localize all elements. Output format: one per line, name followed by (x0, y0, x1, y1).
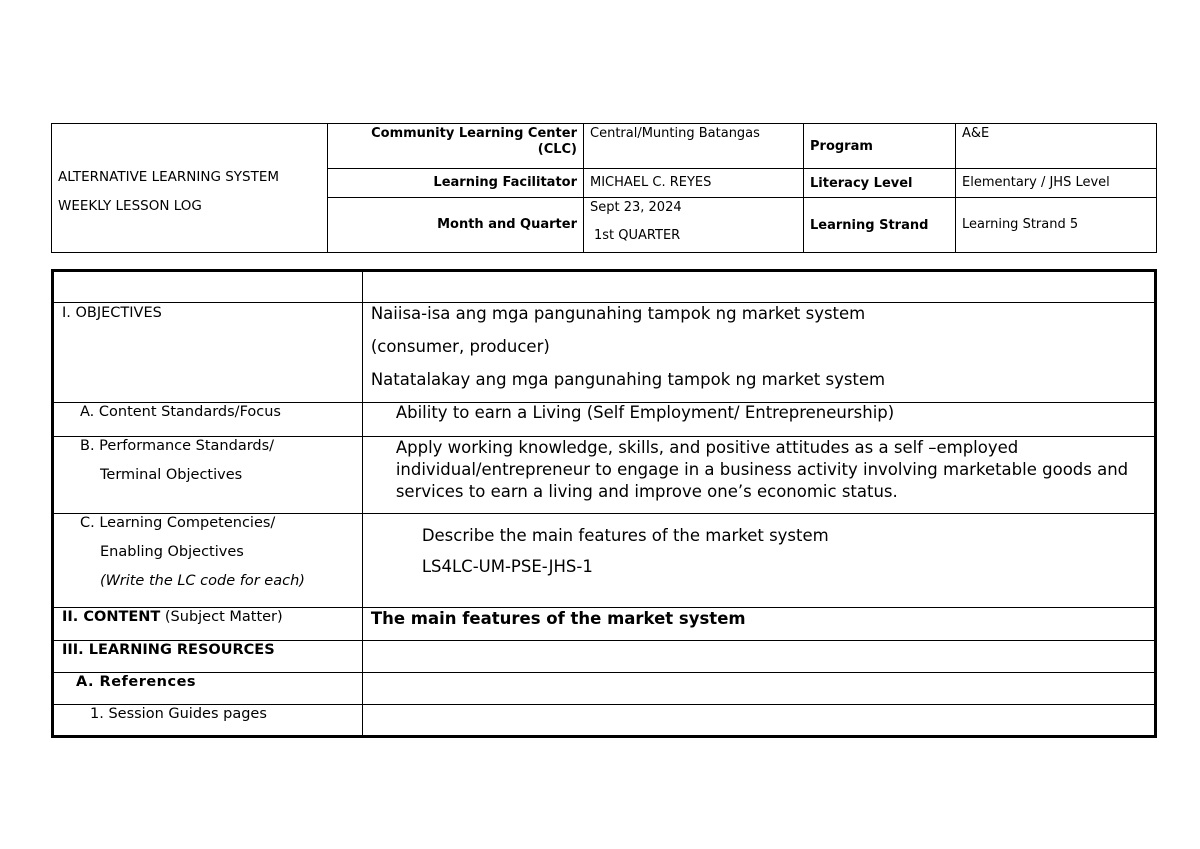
program-label: Program (804, 124, 956, 169)
literacy-value: Elementary / JHS Level (956, 169, 1157, 198)
competencies-label-3: (Write the LC code for each) (100, 573, 305, 589)
competencies-cell (362, 514, 1155, 608)
log-title: WEEKLY LESSON LOG (58, 198, 202, 214)
competencies-label-cell (53, 514, 363, 608)
competencies-row (53, 514, 1156, 608)
resources-row (53, 641, 1156, 673)
content-standards-label: A. Content Standards/Focus (53, 403, 363, 437)
content-label-suffix: (Subject Matter) (160, 609, 283, 625)
content-value: The main features of the market system (362, 608, 1155, 641)
strand-value: Learning Strand 5 (956, 198, 1157, 253)
clc-label: Community Learning Center (CLC) (328, 124, 584, 169)
references-label: A. References (53, 673, 363, 705)
performance-label-cell (53, 437, 363, 514)
performance-label-1: B. Performance Standards/ (80, 438, 275, 454)
content-label-cell (53, 608, 363, 641)
content-label: II. CONTENT (62, 609, 161, 625)
literacy-label: Literacy Level (804, 169, 956, 198)
performance-row (53, 437, 1156, 514)
month-quarter-cell (584, 198, 804, 253)
competencies-label-1: C. Learning Competencies/ (80, 515, 276, 531)
competencies-code: LS4LC-UM-PSE-JHS-1 (421, 557, 593, 576)
objectives-row (53, 303, 1156, 403)
clc-value: Central/Munting Batangas (584, 124, 804, 169)
facilitator-label: Learning Facilitator (328, 169, 584, 198)
lesson-table (51, 269, 1157, 738)
program-value: A&E (956, 124, 1157, 169)
objective-line-3: Natatalakay ang mga pangunahing tampok ng market system (370, 370, 886, 389)
competencies-value: Describe the main features of the market system (421, 526, 829, 545)
month-label: Month and Quarter (328, 198, 584, 253)
session-guides-row (53, 705, 1156, 737)
header-title-cell (52, 124, 328, 253)
strand-label: Learning Strand (804, 198, 956, 253)
content-standards-row (53, 403, 1156, 437)
objective-line-1: Naiisa-isa ang mga pangunahing tampok ng market system (370, 304, 866, 323)
content-row (53, 608, 1156, 641)
header-table (51, 123, 1157, 253)
performance-label-2: Terminal Objectives (100, 467, 243, 483)
resources-label: III. LEARNING RESOURCES (53, 641, 363, 673)
month-value: Sept 23, 2024 (590, 200, 682, 215)
competencies-label-2: Enabling Objectives (100, 544, 244, 560)
references-row (53, 673, 1156, 705)
content-standards-value: Ability to earn a Living (Self Employment/ Entrepreneurship) (362, 403, 1155, 437)
objective-line-2: (consumer, producer) (370, 337, 550, 356)
objectives-cell (362, 303, 1155, 403)
objectives-label: I. OBJECTIVES (53, 303, 363, 403)
system-title: ALTERNATIVE LEARNING SYSTEM (58, 169, 280, 185)
blank-header-row (53, 271, 1156, 303)
facilitator-value: MICHAEL C. REYES (584, 169, 804, 198)
performance-value: Apply working knowledge, skills, and positive attitudes as a self –employed individual/entrepreneur to engage in a business activity involving marketable goods and services to earn a living and improve one’s economic status. (362, 437, 1155, 514)
quarter-value: 1st QUARTER (594, 228, 681, 243)
session-guides-label: 1. Session Guides pages (53, 705, 363, 737)
